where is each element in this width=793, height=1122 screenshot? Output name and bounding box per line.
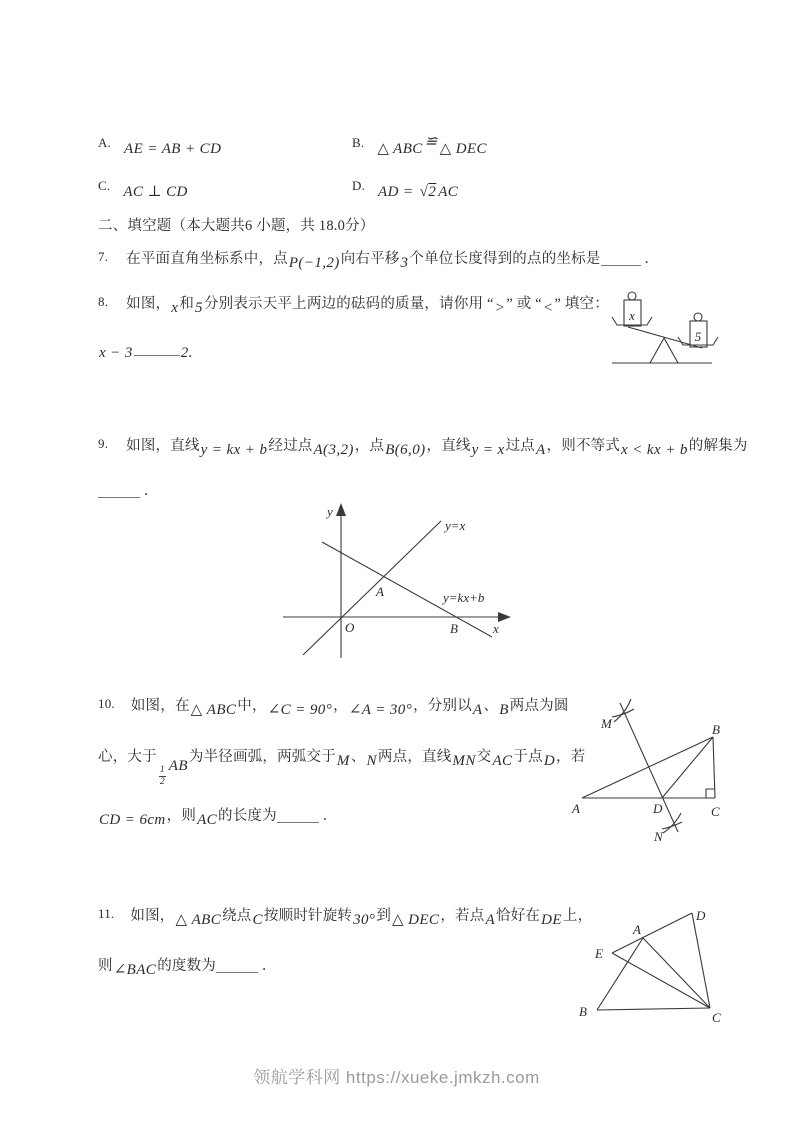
- label-c: C: [712, 1010, 721, 1025]
- footer-watermark: 领航学科网 https://xueke.jmkzh.com: [253, 1068, 540, 1087]
- section-header: 二、填空题（本大题共6 小题，共 18.0分）: [98, 218, 375, 234]
- line-y-equals-x: [303, 521, 441, 655]
- line-kxb-label: y=kx+b: [443, 590, 485, 605]
- x-axis-arrow: [498, 612, 511, 622]
- question-7: 7. 在平面直角坐标系中，点P(−1,2)向右平移3个单位长度得到的点的坐标是 ．: [98, 249, 660, 271]
- side-dc: [692, 913, 710, 1008]
- label-d: D: [696, 908, 706, 923]
- label-b: B: [579, 1004, 587, 1019]
- figure-balance-scale: [600, 285, 735, 373]
- question-9-line1: 9. 如图，直线y = kx + b经过点A(3,2)，点B(6,0)，直线y = x过点A，则不等式x < kx + b的解集为: [98, 436, 748, 458]
- right-weight-ring: [694, 313, 702, 321]
- label-e: E: [595, 946, 603, 961]
- segment-db: [662, 737, 713, 798]
- label-a: A: [633, 922, 641, 937]
- figure-graph-q9: [275, 497, 515, 662]
- beam: [628, 327, 702, 348]
- line-mn: [620, 703, 678, 832]
- side-ec: [612, 953, 710, 1008]
- origin-label: O: [345, 620, 355, 635]
- label-c: C: [711, 804, 720, 819]
- question-10-line2: 心，大于 $\frac{1}{2}$ AB为半径画弧，两弧交于M、N两点，直线MN交AC于点D，若: [98, 749, 586, 788]
- label-m: M: [601, 716, 612, 731]
- right-angle-mark: [706, 789, 715, 798]
- question-11-line2: 则∠BAC的度数为 ．: [98, 958, 277, 978]
- question-8-line1: 8. 如图，x和5分别表示天平上两边的砝码的质量，请你用 “>” 或 “<” 填空：: [98, 294, 609, 316]
- label-b: B: [712, 722, 720, 737]
- line-yx-label: y=x: [445, 518, 466, 533]
- question-8-line2: x − 3 2.: [98, 337, 194, 361]
- option-d: D. AD = √2 AC: [352, 178, 459, 200]
- question-11-line1: 11. 如图，△ ABC绕点C按顺时针旋转30°到△ DEC，若点A恰好在DE上，: [98, 906, 593, 928]
- side-bc: [597, 1008, 710, 1010]
- option-a: A. AE = AB + CD: [98, 135, 222, 157]
- option-c: C. AC ⊥ CD: [98, 178, 188, 200]
- side-ab: [582, 737, 713, 798]
- figure-rotation-q11: [565, 895, 793, 1030]
- arc-mark-n1: [663, 813, 681, 833]
- question-9-line2: ．: [98, 479, 159, 503]
- figure-construction-q10: [565, 695, 793, 845]
- question-10-line3: CD = 6cm，则AC的长度为 ．: [99, 808, 338, 828]
- option-b: B. △ ABC ≌ △ DEC: [352, 134, 487, 157]
- y-axis-label: y: [327, 504, 333, 519]
- label-a: A: [572, 801, 580, 816]
- label-d: D: [653, 801, 663, 816]
- point-b-label: B: [450, 621, 458, 636]
- side-ac: [643, 938, 710, 1008]
- point-a-label: A: [376, 584, 384, 599]
- y-axis-arrow: [336, 503, 346, 516]
- fulcrum: [650, 338, 678, 363]
- left-weight-ring: [628, 292, 636, 300]
- arc-mark-m1: [614, 699, 631, 722]
- left-weight-label: x: [629, 308, 635, 323]
- question-10-line1: 10. 如图，在△ ABC中，∠C = 90°，∠A = 30°，分别以A、B两点为圆: [98, 696, 569, 718]
- label-n: N: [654, 829, 663, 844]
- x-axis-label: x: [493, 621, 499, 636]
- right-weight-label: 5: [694, 329, 702, 344]
